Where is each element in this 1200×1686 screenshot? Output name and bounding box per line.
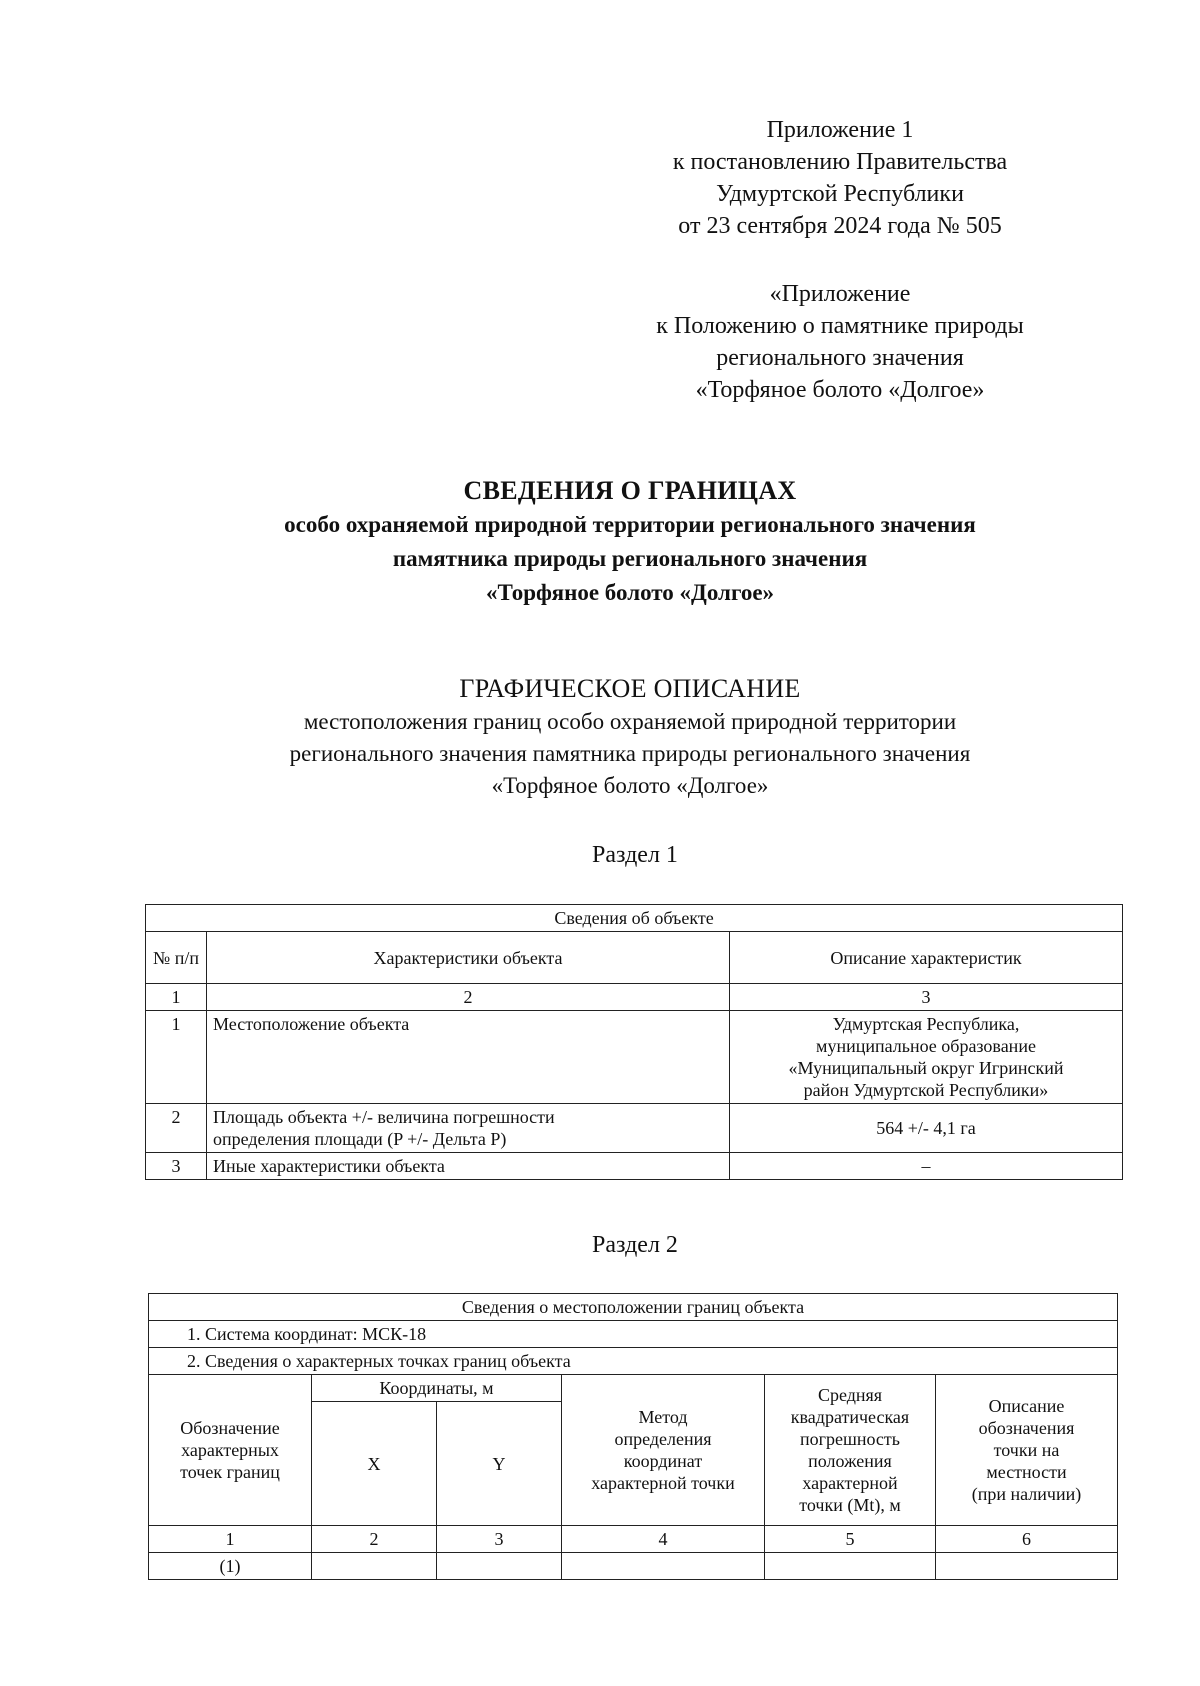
row-desc-line: район Удмуртской Республики» <box>803 1080 1049 1100</box>
header-line: положения <box>808 1451 892 1471</box>
table-caption: Сведения о местоположении границ объекта <box>149 1294 1118 1321</box>
boundary-location-table <box>148 1293 1118 1580</box>
empty-cell <box>765 1553 936 1580</box>
empty-cell <box>936 1553 1118 1580</box>
row-desc-line: Удмуртская Республика, <box>832 1014 1020 1034</box>
numbering-cell: 3 <box>730 984 1123 1011</box>
annex-ref-line: регионального значения <box>716 345 964 371</box>
points-caption: 2. Сведения о характерных точках границ объекта <box>149 1348 1118 1375</box>
annex-line: Удмуртской Республики <box>716 181 964 207</box>
graphic-description-heading <box>150 672 1110 802</box>
row-desc <box>730 1011 1123 1104</box>
object-info-table <box>145 904 1123 1180</box>
header-point-description <box>936 1375 1118 1526</box>
title-line: особо охраняемой природной территории регионального значения <box>284 512 976 537</box>
header-line: точки (Mt), м <box>799 1495 901 1515</box>
row-num: 3 <box>146 1153 207 1180</box>
header-y: Y <box>437 1402 562 1526</box>
header-designation <box>149 1375 312 1526</box>
table-caption: Сведения об объекте <box>146 905 1123 932</box>
row-name-line: определения площади (P +/- Дельта P) <box>213 1129 507 1149</box>
section-1-title: Раздел 1 <box>592 842 678 868</box>
header-line: координат <box>623 1451 703 1471</box>
graphic-line: местоположения границ особо охраняемой природной территории <box>303 709 957 734</box>
annex-line: к постановлению Правительства <box>672 149 1008 175</box>
header-error <box>765 1375 936 1526</box>
header-line: погрешность <box>799 1429 900 1449</box>
document-title <box>150 474 1110 610</box>
empty-cell <box>562 1553 765 1580</box>
row-num: 1 <box>146 1011 207 1104</box>
row-num: 2 <box>146 1104 207 1153</box>
header-line: (при наличии) <box>971 1484 1082 1504</box>
table-row <box>146 1104 1123 1153</box>
table-row <box>146 1153 1123 1180</box>
row-name: Иные характеристики объекта <box>207 1153 730 1180</box>
graphic-heading: ГРАФИЧЕСКОЕ ОПИСАНИЕ <box>459 674 801 703</box>
section-2-title: Раздел 2 <box>592 1232 678 1258</box>
numbering-cell: 5 <box>765 1526 936 1553</box>
header-x: X <box>312 1402 437 1526</box>
annex-header <box>640 114 1040 242</box>
table-row <box>146 1011 1123 1104</box>
header-line: характерной <box>802 1473 898 1493</box>
annex-line: Приложение 1 <box>766 117 914 143</box>
title-line: СВЕДЕНИЯ О ГРАНИЦАХ <box>463 476 797 505</box>
annex-ref-line: «Торфяное болото «Долгое» <box>695 377 985 403</box>
annex-ref-line: к Положению о памятнике природы <box>656 313 1024 339</box>
header-line: Средняя <box>817 1385 883 1405</box>
header-description: Описание характеристик <box>730 932 1123 984</box>
row-desc-line: муниципальное образование <box>816 1036 1036 1056</box>
graphic-line: «Торфяное болото «Долгое» <box>491 773 769 798</box>
table-row <box>149 1553 1118 1580</box>
numbering-cell: 1 <box>146 984 207 1011</box>
header-line: точки на <box>993 1440 1060 1460</box>
coordinate-system: 1. Система координат: МСК-18 <box>149 1321 1118 1348</box>
row-desc-line: «Муниципальный округ Игринский <box>788 1058 1064 1078</box>
graphic-line: регионального значения памятника природы регионального значения <box>289 741 971 766</box>
header-coordinates: Координаты, м <box>312 1375 562 1402</box>
header-line: Описание <box>988 1396 1065 1416</box>
numbering-cell: 2 <box>312 1526 437 1553</box>
header-line: определения <box>614 1429 712 1449</box>
point-designation: (1) <box>149 1553 312 1580</box>
row-name: Местоположение объекта <box>207 1011 730 1104</box>
row-name-line: Площадь объекта +/- величина погрешности <box>213 1107 555 1127</box>
header-line: характерной точки <box>591 1473 735 1493</box>
annex-line: от 23 сентября 2024 года № 505 <box>678 213 1002 239</box>
title-line: «Торфяное болото «Долгое» <box>485 580 775 605</box>
header-num: № п/п <box>146 932 207 984</box>
annex-ref-line: «Приложение <box>769 281 911 307</box>
numbering-cell: 1 <box>149 1526 312 1553</box>
numbering-cell: 4 <box>562 1526 765 1553</box>
annex-reference <box>620 278 1060 406</box>
header-line: Обозначение <box>180 1418 280 1438</box>
empty-cell <box>312 1553 437 1580</box>
row-desc: 564 +/- 4,1 га <box>730 1104 1123 1153</box>
numbering-cell: 6 <box>936 1526 1118 1553</box>
header-line: характерных <box>181 1440 279 1460</box>
header-line: квадратическая <box>790 1407 910 1427</box>
numbering-cell: 2 <box>207 984 730 1011</box>
row-name <box>207 1104 730 1153</box>
row-desc: – <box>730 1153 1123 1180</box>
header-line: местности <box>986 1462 1067 1482</box>
header-line: Метод <box>638 1407 688 1427</box>
header-method <box>562 1375 765 1526</box>
empty-cell <box>437 1553 562 1580</box>
header-line: обозначения <box>978 1418 1075 1438</box>
header-line: точек границ <box>180 1462 280 1482</box>
title-line: памятника природы регионального значения <box>392 546 868 571</box>
numbering-cell: 3 <box>437 1526 562 1553</box>
header-characteristics: Характеристики объекта <box>207 932 730 984</box>
